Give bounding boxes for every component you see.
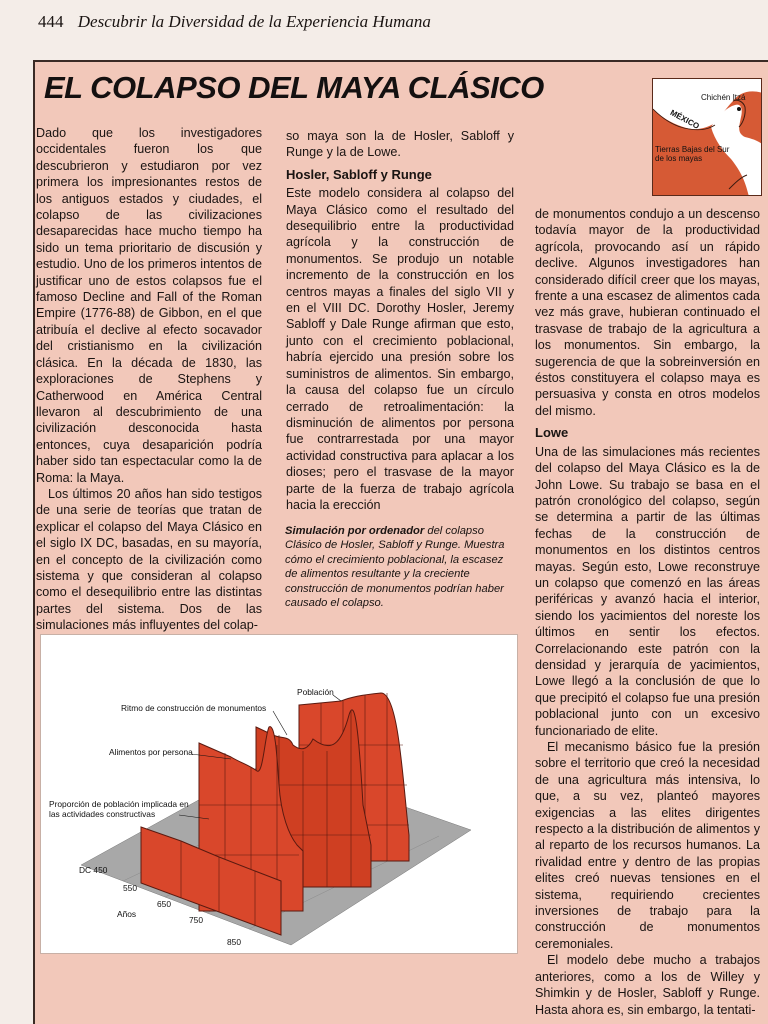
page-number: 444 xyxy=(38,12,64,31)
map-label-country: MÉXICO xyxy=(668,108,701,131)
paragraph: El mecanismo básico fue la presión sobre el territorio que creó la necesidad de una agricultura más intensiva, lo que, a su vez, planteó mayores exigencias a las elites dirigentes respecto a la distribución de alimentos y al reparto de los recursos humanos. La rivalidad entre y dentro de las propias elites creó nuevas tensiones en el sistema, requiriendo crecientes inversiones de trabajo para la construcción de monumentos ceremoniales. xyxy=(535,740,760,951)
simulation-figure xyxy=(40,634,518,954)
tick-label: 750 xyxy=(189,915,203,925)
column-2 xyxy=(286,128,514,513)
label-alimentos: Alimentos por persona xyxy=(109,747,193,757)
paragraph: so maya son la de Hosler, Sabloff y Runge y la de Lowe. xyxy=(286,129,514,160)
column-3 xyxy=(535,206,760,1018)
label-poblacion: Población xyxy=(297,687,334,697)
label-ritmo: Ritmo de construcción de monumentos xyxy=(121,703,267,713)
caption-text: del colapso Clásico de Hosler, Sabloff y Runge. Muestra cómo el crecimiento poblacional, la escasez de alimentos resultante y la creciente construcción de monumentos podrían haber causado el colapso. xyxy=(285,525,505,610)
caption-lead: Simulación por ordenador xyxy=(285,525,425,537)
running-head xyxy=(38,12,758,42)
tick-label: 650 xyxy=(157,899,171,909)
paragraph: Una de las simulaciones más recientes del colapso del Maya Clásico es la de John Lowe. Su trabajo se basa en el patrón cronológico del colapso, según se determina a partir de las últimas fechas de la construcción de monumentos en los distintos centros mayas. Según esto, Lowe reconstruye un colapso que comenzó en las áreas periféricas y avanzó hacia el interior, siendo los yacimientos del noreste los últimos en sentir los efectos. Correlacionando este patrón con la densidad y jerarquía de yacimientos, Lowe llegó a la conclusión de que lo que precipitó el colapso fue una presión poblacional junto con un excesivo funcionariado de elite. xyxy=(535,444,760,738)
label-anos: Años xyxy=(117,909,137,919)
paragraph: El modelo debe mucho a trabajos anteriores, como a los de Willey y Shimkin y de Hosler, Sabloff y Runge. Hasta ahora es, sin embargo, la tentati- xyxy=(535,953,760,1017)
locator-map xyxy=(652,78,762,196)
tick-label: DC 450 xyxy=(79,865,108,875)
column-1 xyxy=(36,125,262,634)
article-title: EL COLAPSO DEL MAYA CLÁSICO xyxy=(44,70,544,105)
book-title: Descubrir la Diversidad de la Experiencia Humana xyxy=(77,12,431,31)
map-label-city: Chichén Itzá xyxy=(701,93,746,102)
map-label-region: Tierras Bajas del Sur de los mayas xyxy=(655,145,730,163)
paragraph: Dado que los investigadores occidentales fueron los que descubrieron y estudiaron por vez primera los impresionantes restos de los antiguos estados y ciudades, el colapso de las civilizaciones desaparecidas hace mucho tiempo ha sido un tema prioritario de discusión y estudio. Uno de los primeros intentos de justificar uno de estos colapsos fue el famoso Decline and Fall of the Roman Empire (1776-88) de Gibbon, en el que atribuía el declive al efecto socavador del cristianismo en la civilización clásica. En la década de 1830, las exploraciones de Stephens y Catherwood en América Central llevaron al descubrimiento de una civilización desconocida hasta entonces, cuya desaparición podría haber sido tan espectacular como la de Roma: la Maya. xyxy=(36,126,262,485)
label-proporcion: Proporción de población implicada en las actividades constructivas xyxy=(49,799,189,819)
paragraph: de monumentos condujo a un descenso todavía mayor de la productividad agrícola, provocando así un rápido declive. Algunos investigadores han considerado difícil creer que los mayas, frente a una escasez de alimentos cada vez más grave, hubieran continuado el trasvase de trabajo de la agricultura a los monumentos. Sin embargo, la sugerencia de que la sobreinversión en éstos constituyera el colapso maya es persuasiva y consta en otros modelos del mismo. xyxy=(535,207,760,418)
tick-label: 550 xyxy=(123,883,137,893)
section-heading: Hosler, Sabloff y Runge xyxy=(286,166,432,182)
paragraph: Este modelo considera al colapso del Maya Clásico como el resultado del desequilibrio entre la productividad agrícola y la construcción de monumentos. Se produjo un notable incremento de la construcción en los centros mayas a finales del siglo VII y en el VIII DC. Dorothy Hosler, Jeremy Sabloff y Dale Runge afirman que esto, junto con el crecimiento poblacional, habría ejercido una presión sobre los suministros de alimentos. Sin embargo, la causa del colapso fue un círculo cerrado de retroalimentación: la disminución de alimentos por persona fue contrarrestada por una mayor actividad constructiva para aplacar a los dioses; pero el trasvase de la mayor parte de la fuerza de trabajo agrícola hacia la erección xyxy=(286,186,514,512)
figure-caption xyxy=(285,524,515,610)
tick-label: 850 xyxy=(227,937,241,947)
paragraph: Los últimos 20 años han sido testigos de una serie de teorías que tratan de explicar el colapso del Maya Clásico en el siglo IX DC, basadas, en su mayoría, en el concepto de la civilización como sistema y que consideran al colapso como el desequilibrio entre las distintas partes del sistema. Dos de las simulaciones más influyentes del colap- xyxy=(36,486,262,633)
simulation-graphic xyxy=(41,635,519,955)
section-heading: Lowe xyxy=(535,425,569,441)
